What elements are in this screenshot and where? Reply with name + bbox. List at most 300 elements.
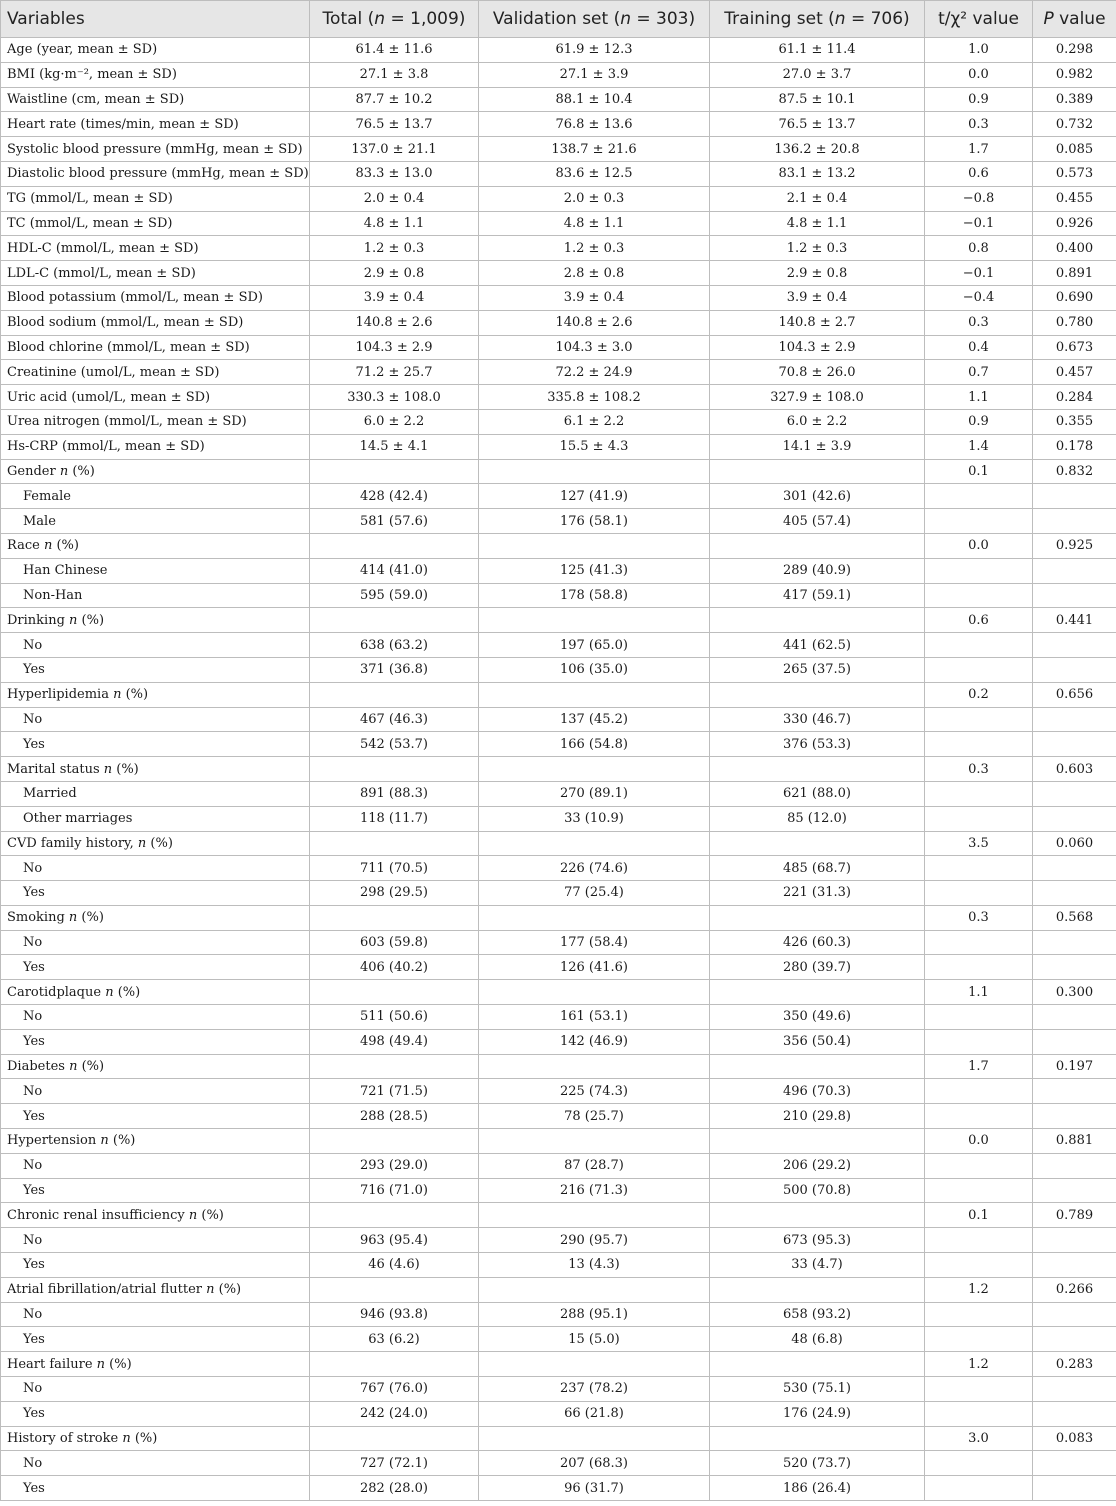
table-subrow <box>1 1377 1116 1402</box>
p-value-cell: 0.603 <box>1033 757 1116 782</box>
validation-cell <box>479 1277 710 1302</box>
validation-cell <box>479 831 710 856</box>
p-value-cell: 0.982 <box>1033 62 1116 87</box>
total-cell: 946 (93.8) <box>310 1302 479 1327</box>
statistic-cell: 1.0 <box>925 38 1033 63</box>
total-cell: 293 (29.0) <box>310 1153 479 1178</box>
training-cell: 210 (29.8) <box>710 1104 925 1129</box>
variable-cell: No <box>1 1153 310 1178</box>
validation-cell: 216 (71.3) <box>479 1178 710 1203</box>
total-cell: 2.9 ± 0.8 <box>310 261 479 286</box>
table-subrow <box>1 1104 1116 1129</box>
variable-cell: HDL-C (mmol/L, mean ± SD) <box>1 236 310 261</box>
p-value-cell: 0.300 <box>1033 980 1116 1005</box>
variable-cell: Race n (%) <box>1 533 310 558</box>
table-subrow <box>1 484 1116 509</box>
table-subrow <box>1 856 1116 881</box>
training-cell: 4.8 ± 1.1 <box>710 211 925 236</box>
training-cell: 405 (57.4) <box>710 509 925 534</box>
variable-cell: Heart failure n (%) <box>1 1352 310 1377</box>
variable-cell: Age (year, mean ± SD) <box>1 38 310 63</box>
p-value-cell: 0.355 <box>1033 409 1116 434</box>
p-value-cell <box>1033 1079 1116 1104</box>
table-row <box>1 236 1116 261</box>
statistic-cell <box>925 881 1033 906</box>
variable-cell: Non-Han <box>1 583 310 608</box>
table-row <box>1 261 1116 286</box>
header-variables: Variables <box>1 1 310 38</box>
total-cell: 727 (72.1) <box>310 1451 479 1476</box>
training-cell: 140.8 ± 2.7 <box>710 310 925 335</box>
training-cell: 70.8 ± 26.0 <box>710 360 925 385</box>
italic-symbol: n <box>834 9 846 29</box>
variable-cell: Hypertension n (%) <box>1 1129 310 1154</box>
table-row <box>1 360 1116 385</box>
italic-symbol: n <box>96 1356 106 1372</box>
training-cell: 221 (31.3) <box>710 881 925 906</box>
italic-symbol: n <box>68 910 78 926</box>
training-cell: 441 (62.5) <box>710 633 925 658</box>
validation-cell: 1.2 ± 0.3 <box>479 236 710 261</box>
p-value-cell <box>1033 955 1116 980</box>
italic-symbol: n <box>122 1431 131 1447</box>
p-value-cell: 0.283 <box>1033 1352 1116 1377</box>
training-cell: 356 (50.4) <box>710 1029 925 1054</box>
statistic-cell <box>925 633 1033 658</box>
statistic-cell <box>925 1253 1033 1278</box>
statistic-cell: 0.8 <box>925 236 1033 261</box>
table-subrow <box>1 1327 1116 1352</box>
validation-cell: 127 (41.9) <box>479 484 710 509</box>
validation-cell: 166 (54.8) <box>479 732 710 757</box>
total-cell: 61.4 ± 11.6 <box>310 38 479 63</box>
table-subrow <box>1 806 1116 831</box>
training-cell <box>710 980 925 1005</box>
header-test-statistic: t/χ² value <box>925 1 1033 38</box>
statistic-cell <box>925 1377 1033 1402</box>
variable-cell: No <box>1 930 310 955</box>
statistic-cell: −0.1 <box>925 211 1033 236</box>
italic-symbol: P <box>1043 9 1054 29</box>
p-value-cell <box>1033 1302 1116 1327</box>
total-cell <box>310 459 479 484</box>
p-value-cell: 0.060 <box>1033 831 1116 856</box>
p-value-cell: 0.197 <box>1033 1054 1116 1079</box>
table-header <box>1 1 1116 38</box>
statistic-cell: 1.4 <box>925 434 1033 459</box>
validation-cell: 176 (58.1) <box>479 509 710 534</box>
total-cell: 282 (28.0) <box>310 1476 479 1501</box>
total-cell <box>310 1129 479 1154</box>
total-cell: 581 (57.6) <box>310 509 479 534</box>
training-cell: 350 (49.6) <box>710 1005 925 1030</box>
training-cell: 376 (53.3) <box>710 732 925 757</box>
variable-cell: Yes <box>1 657 310 682</box>
validation-cell: 78 (25.7) <box>479 1104 710 1129</box>
training-cell: 2.9 ± 0.8 <box>710 261 925 286</box>
statistic-cell <box>925 509 1033 534</box>
total-cell <box>310 1277 479 1302</box>
header-training-set: Training set (n = 706) <box>710 1 925 38</box>
p-value-cell: 0.925 <box>1033 533 1116 558</box>
validation-cell: 13 (4.3) <box>479 1253 710 1278</box>
training-cell <box>710 1054 925 1079</box>
statistic-cell: 0.0 <box>925 533 1033 558</box>
variable-cell: Yes <box>1 1253 310 1278</box>
p-value-cell <box>1033 806 1116 831</box>
p-value-cell <box>1033 1476 1116 1501</box>
italic-symbol: n <box>69 1059 78 1075</box>
table-subrow <box>1 1005 1116 1030</box>
total-cell: 104.3 ± 2.9 <box>310 335 479 360</box>
table-group-row <box>1 1203 1116 1228</box>
header-total: Total (n = 1,009) <box>310 1 479 38</box>
table-group-row <box>1 533 1116 558</box>
p-value-cell <box>1033 1451 1116 1476</box>
variable-cell: Female <box>1 484 310 509</box>
variable-cell: Other marriages <box>1 806 310 831</box>
training-cell: 673 (95.3) <box>710 1228 925 1253</box>
variable-cell: Han Chinese <box>1 558 310 583</box>
statistic-cell <box>925 1401 1033 1426</box>
italic-symbol: n <box>100 1133 109 1149</box>
total-cell <box>310 1203 479 1228</box>
validation-cell <box>479 1352 710 1377</box>
table-row <box>1 335 1116 360</box>
p-value-cell <box>1033 657 1116 682</box>
training-cell: 327.9 ± 108.0 <box>710 385 925 410</box>
p-value-cell: 0.457 <box>1033 360 1116 385</box>
table-group-row <box>1 1129 1116 1154</box>
total-cell: 27.1 ± 3.8 <box>310 62 479 87</box>
p-value-cell <box>1033 558 1116 583</box>
statistic-cell: 3.0 <box>925 1426 1033 1451</box>
statistic-cell: 1.7 <box>925 1054 1033 1079</box>
variable-cell: No <box>1 1079 310 1104</box>
total-cell: 891 (88.3) <box>310 781 479 806</box>
header-validation-set: Validation set (n = 303) <box>479 1 710 38</box>
variable-cell: LDL-C (mmol/L, mean ± SD) <box>1 261 310 286</box>
table-subrow <box>1 1451 1116 1476</box>
italic-symbol: n <box>188 1207 198 1223</box>
variable-cell: Diabetes n (%) <box>1 1054 310 1079</box>
table-group-row <box>1 757 1116 782</box>
italic-symbol: n <box>69 612 78 628</box>
p-value-cell <box>1033 930 1116 955</box>
training-cell: 87.5 ± 10.1 <box>710 87 925 112</box>
variable-cell: Yes <box>1 1476 310 1501</box>
total-cell <box>310 980 479 1005</box>
statistic-cell <box>925 856 1033 881</box>
variable-cell: Yes <box>1 1029 310 1054</box>
variable-cell: Blood potassium (mmol/L, mean ± SD) <box>1 285 310 310</box>
validation-cell <box>479 533 710 558</box>
statistic-cell: 0.3 <box>925 310 1033 335</box>
variable-cell: BMI (kg·m⁻², mean ± SD) <box>1 62 310 87</box>
total-cell: 595 (59.0) <box>310 583 479 608</box>
table-subrow <box>1 781 1116 806</box>
statistic-cell <box>925 657 1033 682</box>
statistic-cell <box>925 806 1033 831</box>
total-cell: 511 (50.6) <box>310 1005 479 1030</box>
training-cell: 61.1 ± 11.4 <box>710 38 925 63</box>
validation-cell: 2.0 ± 0.3 <box>479 186 710 211</box>
table-subrow <box>1 1302 1116 1327</box>
variable-cell: Hyperlipidemia n (%) <box>1 682 310 707</box>
validation-cell: 225 (74.3) <box>479 1079 710 1104</box>
validation-cell: 77 (25.4) <box>479 881 710 906</box>
table-row <box>1 211 1116 236</box>
total-cell: 288 (28.5) <box>310 1104 479 1129</box>
training-cell: 176 (24.9) <box>710 1401 925 1426</box>
italic-symbol: n <box>374 9 386 29</box>
table-group-row <box>1 1426 1116 1451</box>
statistic-cell: 0.3 <box>925 757 1033 782</box>
validation-cell: 6.1 ± 2.2 <box>479 409 710 434</box>
validation-cell: 142 (46.9) <box>479 1029 710 1054</box>
table-group-row <box>1 459 1116 484</box>
variable-cell: Marital status n (%) <box>1 757 310 782</box>
training-cell: 289 (40.9) <box>710 558 925 583</box>
table-row <box>1 137 1116 162</box>
variable-cell: Yes <box>1 955 310 980</box>
table-subrow <box>1 930 1116 955</box>
variable-cell: Waistline (cm, mean ± SD) <box>1 87 310 112</box>
total-cell: 542 (53.7) <box>310 732 479 757</box>
table-group-row <box>1 1277 1116 1302</box>
variable-cell: No <box>1 1451 310 1476</box>
validation-cell <box>479 1203 710 1228</box>
table-row <box>1 161 1116 186</box>
table-subrow <box>1 1476 1116 1501</box>
p-value-cell <box>1033 509 1116 534</box>
italic-symbol: n <box>137 835 147 851</box>
validation-cell: 61.9 ± 12.3 <box>479 38 710 63</box>
total-cell: 87.7 ± 10.2 <box>310 87 479 112</box>
table-row <box>1 186 1116 211</box>
p-value-cell <box>1033 881 1116 906</box>
table-group-row <box>1 608 1116 633</box>
table-subrow <box>1 1079 1116 1104</box>
p-value-cell <box>1033 1178 1116 1203</box>
training-cell <box>710 1203 925 1228</box>
validation-cell <box>479 980 710 1005</box>
validation-cell: 335.8 ± 108.2 <box>479 385 710 410</box>
total-cell <box>310 1352 479 1377</box>
table-row <box>1 285 1116 310</box>
total-cell: 140.8 ± 2.6 <box>310 310 479 335</box>
p-value-cell <box>1033 583 1116 608</box>
statistic-cell: 0.4 <box>925 335 1033 360</box>
training-cell: 33 (4.7) <box>710 1253 925 1278</box>
validation-cell <box>479 905 710 930</box>
total-cell <box>310 608 479 633</box>
table-row <box>1 434 1116 459</box>
variable-cell: Heart rate (times/min, mean ± SD) <box>1 112 310 137</box>
statistic-cell <box>925 1005 1033 1030</box>
table-subrow <box>1 732 1116 757</box>
validation-cell: 33 (10.9) <box>479 806 710 831</box>
variable-cell: No <box>1 1228 310 1253</box>
total-cell: 603 (59.8) <box>310 930 479 955</box>
validation-cell: 207 (68.3) <box>479 1451 710 1476</box>
training-cell: 83.1 ± 13.2 <box>710 161 925 186</box>
table-subrow <box>1 1228 1116 1253</box>
validation-cell: 125 (41.3) <box>479 558 710 583</box>
validation-cell: 15.5 ± 4.3 <box>479 434 710 459</box>
p-value-cell <box>1033 1104 1116 1129</box>
table-row <box>1 62 1116 87</box>
p-value-cell: 0.789 <box>1033 1203 1116 1228</box>
total-cell: 71.2 ± 25.7 <box>310 360 479 385</box>
table-subrow <box>1 509 1116 534</box>
validation-cell: 178 (58.8) <box>479 583 710 608</box>
p-value-cell <box>1033 1029 1116 1054</box>
validation-cell: 138.7 ± 21.6 <box>479 137 710 162</box>
validation-cell: 88.1 ± 10.4 <box>479 87 710 112</box>
statistic-cell: 1.2 <box>925 1352 1033 1377</box>
total-cell: 498 (49.4) <box>310 1029 479 1054</box>
statistic-cell: 0.3 <box>925 905 1033 930</box>
italic-symbol: n <box>113 687 122 703</box>
p-value-cell: 0.441 <box>1033 608 1116 633</box>
statistic-cell <box>925 1476 1033 1501</box>
total-cell: 767 (76.0) <box>310 1377 479 1402</box>
p-value-cell: 0.298 <box>1033 38 1116 63</box>
statistic-cell: 0.3 <box>925 112 1033 137</box>
validation-cell <box>479 757 710 782</box>
training-cell: 104.3 ± 2.9 <box>710 335 925 360</box>
p-value-cell <box>1033 781 1116 806</box>
variable-cell: Married <box>1 781 310 806</box>
validation-cell: 104.3 ± 3.0 <box>479 335 710 360</box>
p-value-cell: 0.085 <box>1033 137 1116 162</box>
training-cell: 2.1 ± 0.4 <box>710 186 925 211</box>
validation-cell: 76.8 ± 13.6 <box>479 112 710 137</box>
statistic-cell <box>925 1104 1033 1129</box>
table-row <box>1 385 1116 410</box>
statistic-cell <box>925 484 1033 509</box>
table-subrow <box>1 955 1116 980</box>
variable-cell: Yes <box>1 881 310 906</box>
training-cell: 14.1 ± 3.9 <box>710 434 925 459</box>
statistic-cell <box>925 1302 1033 1327</box>
statistic-cell: 1.7 <box>925 137 1033 162</box>
training-cell: 301 (42.6) <box>710 484 925 509</box>
p-value-cell: 0.881 <box>1033 1129 1116 1154</box>
variable-cell: Yes <box>1 1104 310 1129</box>
p-value-cell: 0.832 <box>1033 459 1116 484</box>
validation-cell: 270 (89.1) <box>479 781 710 806</box>
training-cell <box>710 1277 925 1302</box>
total-cell: 721 (71.5) <box>310 1079 479 1104</box>
total-cell: 83.3 ± 13.0 <box>310 161 479 186</box>
table-subrow <box>1 1253 1116 1278</box>
p-value-cell: 0.891 <box>1033 261 1116 286</box>
training-cell <box>710 459 925 484</box>
p-value-cell: 0.178 <box>1033 434 1116 459</box>
total-cell <box>310 757 479 782</box>
p-value-cell <box>1033 1153 1116 1178</box>
variable-cell: History of stroke n (%) <box>1 1426 310 1451</box>
variable-cell: No <box>1 856 310 881</box>
p-value-cell: 0.455 <box>1033 186 1116 211</box>
statistic-cell: −0.1 <box>925 261 1033 286</box>
total-cell: 371 (36.8) <box>310 657 479 682</box>
table-group-row <box>1 905 1116 930</box>
variable-cell: Yes <box>1 1327 310 1352</box>
total-cell: 2.0 ± 0.4 <box>310 186 479 211</box>
variable-cell: Male <box>1 509 310 534</box>
validation-cell: 27.1 ± 3.9 <box>479 62 710 87</box>
total-cell <box>310 831 479 856</box>
p-value-cell <box>1033 707 1116 732</box>
training-cell: 621 (88.0) <box>710 781 925 806</box>
total-cell <box>310 682 479 707</box>
total-cell: 137.0 ± 21.1 <box>310 137 479 162</box>
p-value-cell <box>1033 732 1116 757</box>
training-cell: 520 (73.7) <box>710 1451 925 1476</box>
validation-cell <box>479 1426 710 1451</box>
variable-cell: Carotidplaque n (%) <box>1 980 310 1005</box>
variable-cell: Diastolic blood pressure (mmHg, mean ± SD) <box>1 161 310 186</box>
variable-cell: Systolic blood pressure (mmHg, mean ± SD) <box>1 137 310 162</box>
validation-cell: 96 (31.7) <box>479 1476 710 1501</box>
variable-cell: Drinking n (%) <box>1 608 310 633</box>
validation-cell: 226 (74.6) <box>479 856 710 881</box>
variable-cell: Smoking n (%) <box>1 905 310 930</box>
total-cell: 963 (95.4) <box>310 1228 479 1253</box>
training-cell: 265 (37.5) <box>710 657 925 682</box>
statistic-cell <box>925 1327 1033 1352</box>
variable-cell: Blood sodium (mmol/L, mean ± SD) <box>1 310 310 335</box>
total-cell: 46 (4.6) <box>310 1253 479 1278</box>
p-value-cell: 0.690 <box>1033 285 1116 310</box>
statistic-cell: 0.6 <box>925 608 1033 633</box>
italic-symbol: n <box>105 984 114 1000</box>
table-subrow <box>1 1029 1116 1054</box>
training-cell: 280 (39.7) <box>710 955 925 980</box>
p-value-cell: 0.400 <box>1033 236 1116 261</box>
table-subrow <box>1 881 1116 906</box>
total-cell: 3.9 ± 0.4 <box>310 285 479 310</box>
total-cell <box>310 1426 479 1451</box>
statistic-cell: 0.6 <box>925 161 1033 186</box>
variable-cell: Blood chlorine (mmol/L, mean ± SD) <box>1 335 310 360</box>
training-cell: 485 (68.7) <box>710 856 925 881</box>
training-cell: 27.0 ± 3.7 <box>710 62 925 87</box>
p-value-cell: 0.656 <box>1033 682 1116 707</box>
p-value-cell: 0.568 <box>1033 905 1116 930</box>
total-cell: 4.8 ± 1.1 <box>310 211 479 236</box>
p-value-cell <box>1033 1228 1116 1253</box>
total-cell: 1.2 ± 0.3 <box>310 236 479 261</box>
validation-cell: 140.8 ± 2.6 <box>479 310 710 335</box>
total-cell: 298 (29.5) <box>310 881 479 906</box>
table-body <box>1 38 1116 1501</box>
statistic-cell: 3.5 <box>925 831 1033 856</box>
training-cell: 426 (60.3) <box>710 930 925 955</box>
table-row <box>1 409 1116 434</box>
p-value-cell <box>1033 1377 1116 1402</box>
validation-cell: 177 (58.4) <box>479 930 710 955</box>
table-group-row <box>1 980 1116 1005</box>
table-subrow <box>1 707 1116 732</box>
statistic-cell: 0.9 <box>925 87 1033 112</box>
statistic-cell: 1.2 <box>925 1277 1033 1302</box>
statistic-cell: 0.2 <box>925 682 1033 707</box>
validation-cell <box>479 459 710 484</box>
